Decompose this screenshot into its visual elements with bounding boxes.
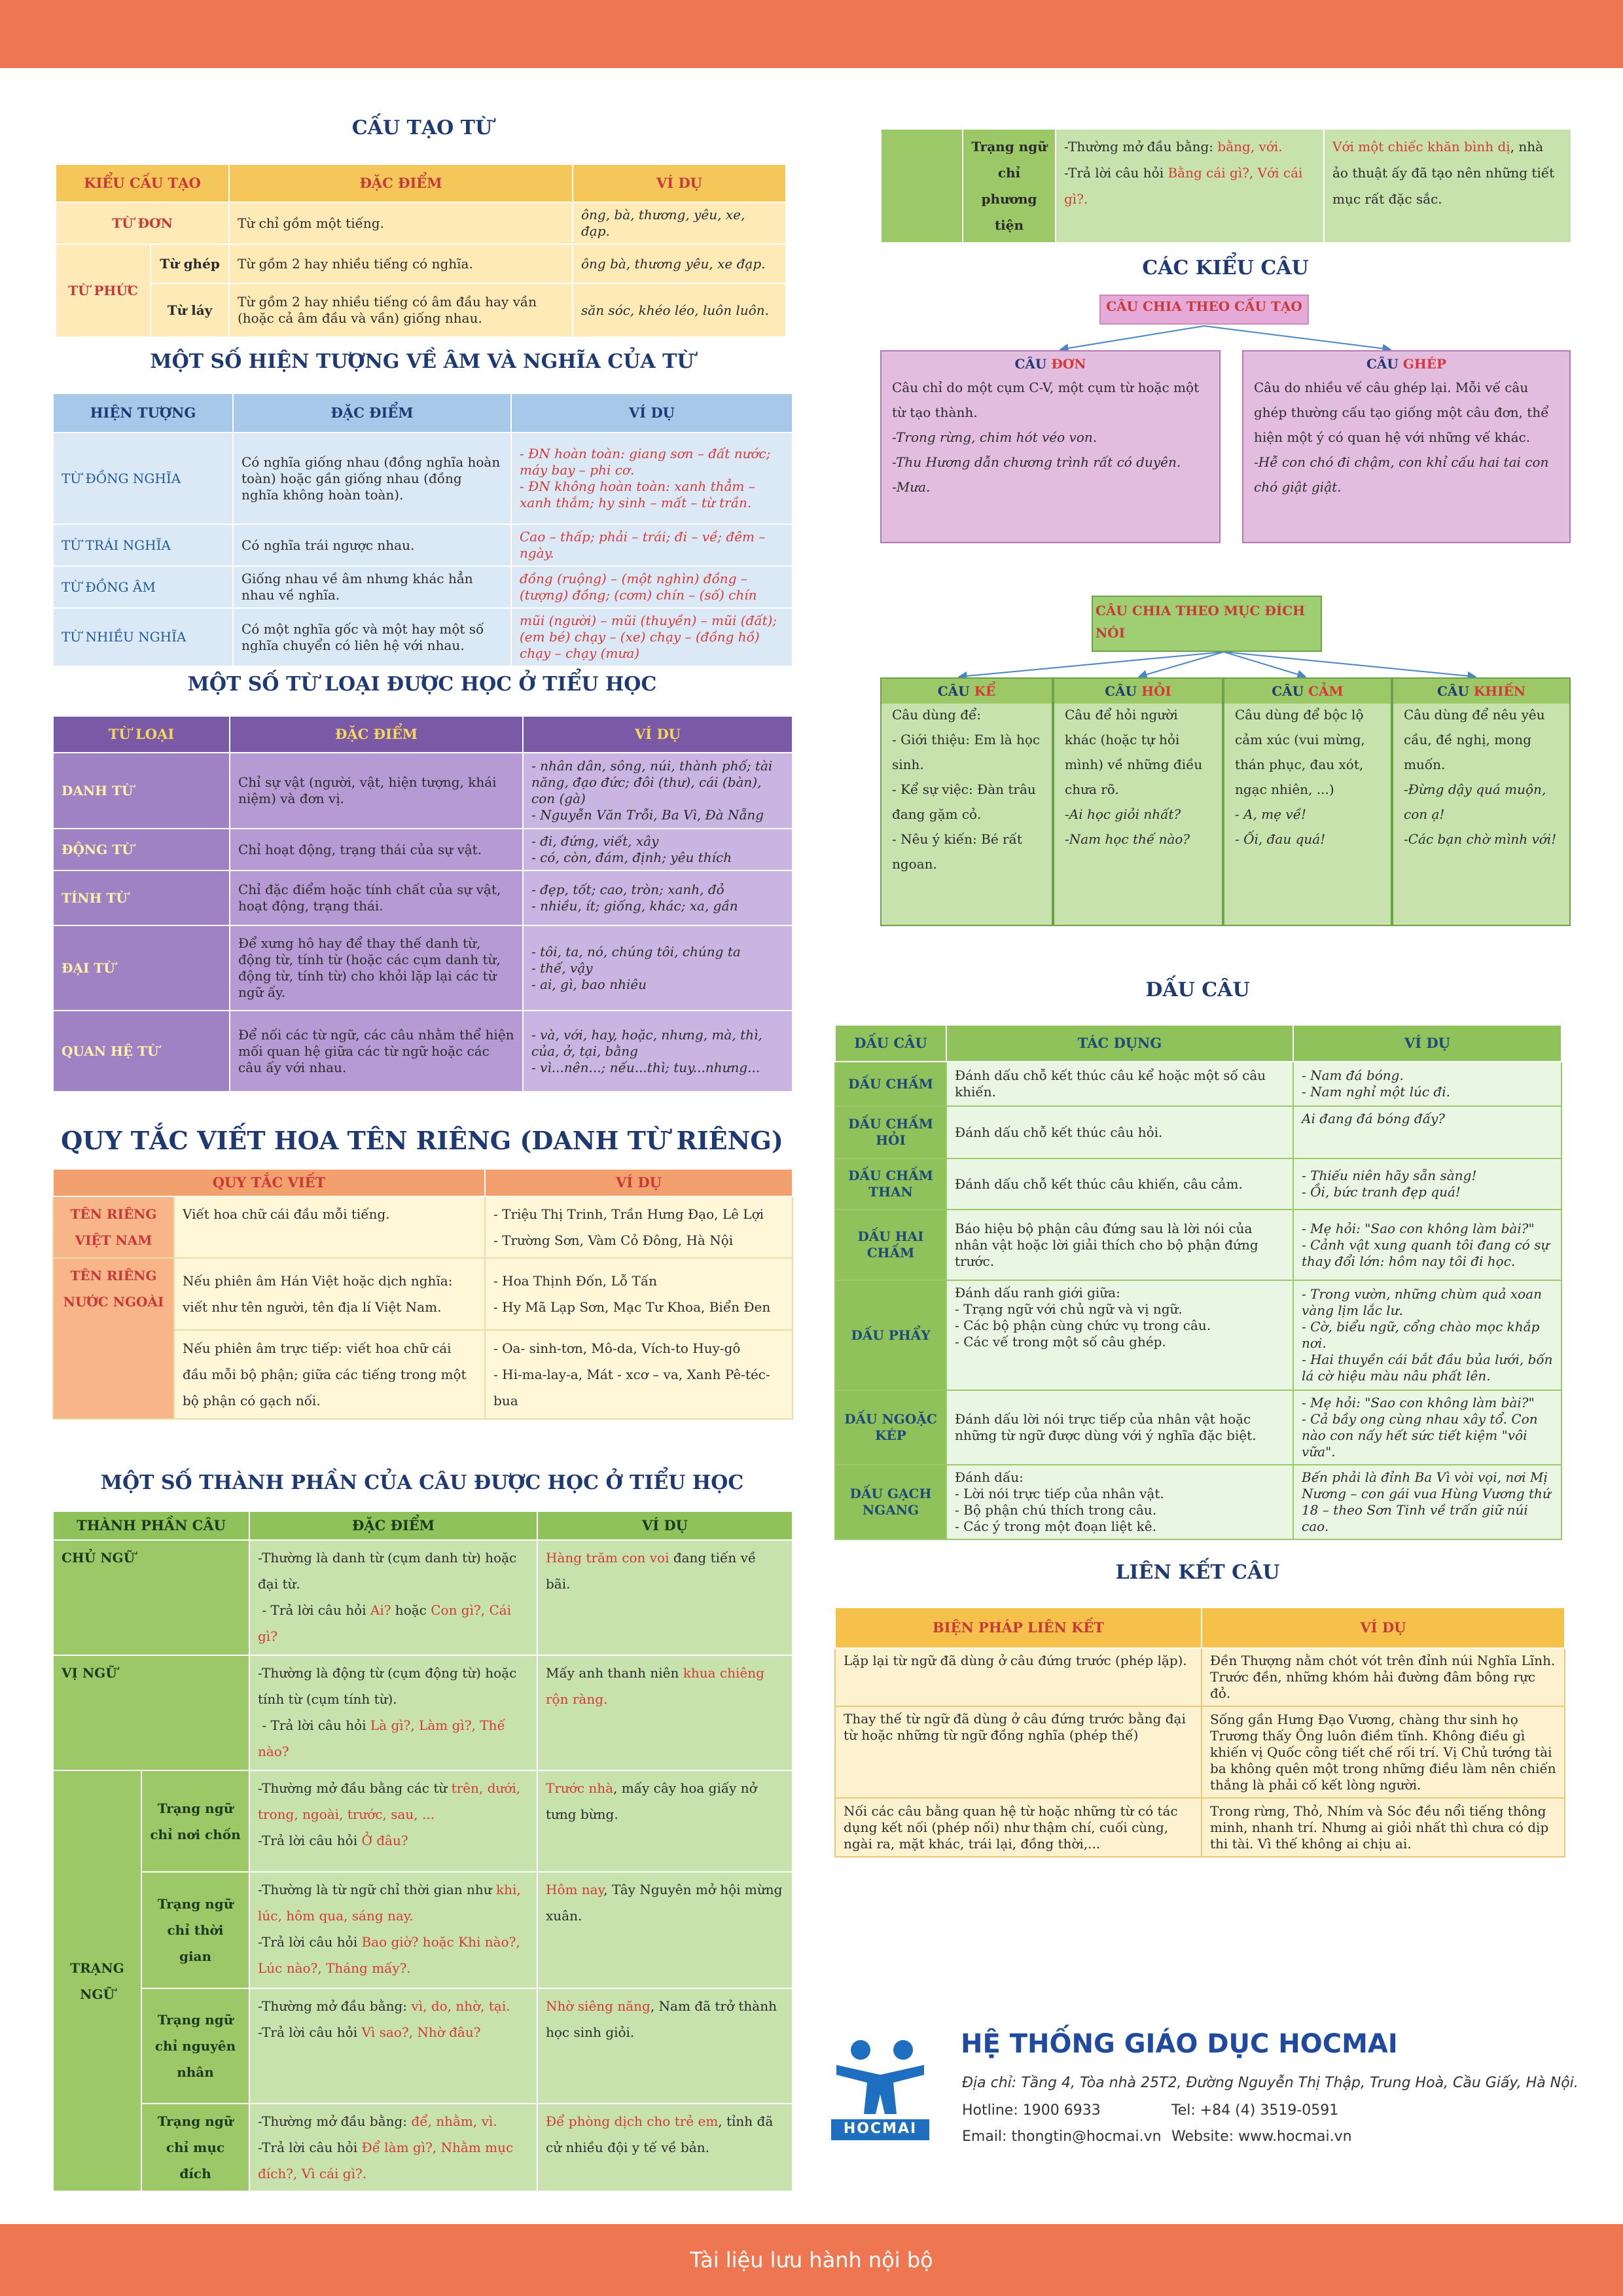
row-label: VỊ NGỮ	[53, 1655, 249, 1770]
heading-text: CÂU	[1366, 356, 1403, 372]
col-header: VÍ DỤ	[485, 1169, 793, 1196]
row-desc: Để xưng hô hay để thay thế danh từ, động từ, tính từ (hoặc các cụm danh từ, động từ, tính từ) cho khỏi lặp lại các từ ngữ ấy.	[230, 925, 523, 1011]
desc-line: -Thường là danh từ (cụm danh từ) hoặc đại từ.	[258, 1550, 517, 1592]
desc-text: hoặc	[391, 1602, 431, 1618]
row-label: TỪ PHỨC	[56, 244, 151, 337]
heading-accent: CẢM	[1308, 683, 1344, 699]
row-label: TỪ ĐƠN	[56, 202, 229, 244]
row-label: DẤU CHẤM	[835, 1062, 946, 1106]
highlight: khua chiêng rộn ràng.	[546, 1665, 764, 1707]
website-link[interactable]: Website: www.hocmai.vn	[1171, 2128, 1352, 2145]
row-label: ĐỘNG TỪ	[53, 829, 230, 870]
row-desc: Chỉ đặc điểm hoặc tính chất của sự vật, hoạt động, trạng thái.	[230, 870, 523, 925]
cau-ghep-box	[1242, 350, 1571, 543]
heading-text: CÂU	[1436, 683, 1474, 699]
row-label: TÍNH TỪ	[53, 870, 230, 925]
tu-loai-title: MỘT SỐ TỪ LOẠI ĐƯỢC HỌC Ở TIỂU HỌC	[187, 673, 657, 696]
col-header: VÍ DỤ	[523, 716, 793, 753]
row-sublabel: Trạng ngữ chỉ mục đích	[141, 2104, 249, 2191]
row-desc: Đánh dấu lời nói trực tiếp của nhân vật hoặc những từ ngữ được dùng với ý nghĩa đặc biệt.	[946, 1390, 1293, 1465]
logo-text: HOCMAI	[843, 2121, 918, 2137]
row-desc: Giống nhau về âm nhưng khác hẳn nhau về nghĩa.	[233, 566, 511, 608]
col-header: VÍ DỤ	[573, 164, 786, 202]
row-example: - Hoa Thịnh Đốn, Lỗ Tấn - Hy Mã Lạp Sơn, Mạc Tư Khoa, Biển Đen	[485, 1258, 793, 1330]
example-line: - ĐN hoàn toàn: giang sơn – đất nước; máy bay – phi cơ.	[520, 446, 771, 478]
col-header: ĐẶC ĐIỂM	[229, 164, 573, 202]
row-label: DẤU GẠCH NGANG	[835, 1465, 946, 1539]
row-label: DANH TỪ	[53, 753, 230, 829]
bottom-banner	[0, 2224, 1623, 2296]
desc-text: - Trả lời câu hỏi	[262, 1717, 370, 1733]
row-example: săn sóc, khéo léo, luôn luôn.	[573, 283, 786, 337]
example-text: , Tây Nguyên mở hội mừng xuân.	[546, 1882, 783, 1924]
box-line: -Các bạn chờ mình với!	[1404, 831, 1557, 847]
row-sublabel: Trạng ngữ chỉ phương tiện	[963, 129, 1056, 243]
heading-accent: ĐƠN	[1051, 356, 1086, 372]
col-header: ĐẶC ĐIỂM	[233, 393, 511, 433]
row-sublabel: Từ ghép	[151, 244, 229, 283]
row-label: QUAN HỆ TỪ	[53, 1011, 230, 1092]
question: Vì sao?, Nhờ đâu?	[361, 2024, 481, 2040]
box-heading	[1243, 351, 1569, 376]
row-desc: Lặp lại từ ngữ đã dùng ở câu đứng trước (phép lặp).	[835, 1648, 1202, 1706]
heading-accent: KHIẾN	[1473, 683, 1525, 699]
kieu-cau-title: CÁC KIỂU CÂU	[1142, 257, 1309, 279]
col-header: TÁC DỤNG	[946, 1025, 1293, 1062]
row-sublabel: Từ láy	[151, 283, 229, 337]
heading-text: CÂU	[1105, 683, 1142, 699]
cau-cam-box	[1223, 677, 1392, 926]
brand-name: HỆ THỐNG GIÁO DỤC HOCMAI	[961, 2029, 1398, 2059]
col-header: THÀNH PHẦN CÂU	[53, 1511, 249, 1540]
highlight: Hôm nay	[546, 1882, 604, 1897]
example-line: - ĐN không hoàn toàn: xanh thẳm – xanh thắm; hy sinh – mất – từ trần.	[520, 478, 755, 511]
cau-tao-tu-title: CẤU TẠO TỪ	[351, 117, 493, 139]
keywords: để, nhằm, vì.	[411, 2113, 497, 2129]
row-sublabel: Trạng ngữ chỉ thời gian	[141, 1872, 249, 1988]
lien-ket-table	[834, 1607, 1565, 1857]
box-line: Câu dùng để bộc lộ cảm xúc (vui mừng, thán phục, đau xót, ngạc nhiên, ...)	[1235, 707, 1365, 797]
row-example: - Thiếu niên hãy sẵn sàng! - Ồi, bức tranh đẹp quá!	[1293, 1158, 1561, 1210]
row-sublabel: Trạng ngữ chỉ nguyên nhân	[141, 1988, 249, 2104]
row-desc: Chỉ sự vật (người, vật, hiện tượng, khái niệm) và đơn vị.	[230, 753, 523, 829]
box-line: - Ối, đau quá!	[1235, 831, 1326, 847]
row-example: - Trong vườn, những chùm quả xoan vàng lịm lắc lư. - Cờ, biểu ngữ, cổng chào mọc khắp nơi. - Hai thuyền cái bắt đầu bủa lưới, bốn lá cờ hiệu màu nâu phất lên.	[1293, 1280, 1561, 1390]
row-example: - Mẹ hỏi: "Sao con không làm bài?" - Cảnh vật xung quanh tôi đang có sự thay đổi lớn: hôm nay tôi đi học.	[1293, 1210, 1561, 1280]
row-desc: Báo hiệu bộ phận câu đứng sau là lời nói của nhân vật hoặc lời giải thích cho bộ phận đứng trước.	[946, 1210, 1293, 1280]
desc-text: -Thường mở đầu bằng:	[258, 1998, 412, 2014]
row-desc: Có một nghĩa gốc và một hay một số nghĩa chuyển có liên hệ với nhau.	[233, 608, 511, 666]
row-example: ông, bà, thương, yêu, xe, đạp.	[573, 202, 786, 244]
box-line: -Đừng dậy quá muộn, con ạ!	[1404, 781, 1546, 822]
row-example: - nhân dân, sông, núi, thành phố; tài năng, đạo đức; đôi (thư), cái (bàn), con (gà) - Nguyễn Văn Trỗi, Ba Vì, Đà Nẵng	[523, 753, 793, 829]
row-label: DẤU HAI CHẤM	[835, 1210, 946, 1280]
cau-hoi-box	[1053, 677, 1223, 926]
box-line: -Thu Hương dẫn chương trình rất có duyên.	[892, 454, 1181, 470]
col-header: ĐẶC ĐIỂM	[230, 716, 523, 753]
cau-ke-box	[880, 677, 1053, 926]
desc-text: -Trả lời câu hỏi	[258, 1934, 362, 1950]
col-header: BIỆN PHÁP LIÊN KẾT	[835, 1607, 1202, 1648]
box-heading	[1393, 679, 1569, 704]
example-text: đang tiến về bãi.	[546, 1550, 757, 1592]
keywords: khi, lúc, hôm qua, sáng nay.	[258, 1882, 521, 1924]
row-example: mũi (người) – mũi (thuyền) – mũi (đất); (em bé) chạy – (xe) chạy – (đồng hồ) chạy – chạy (mưa)	[511, 608, 793, 666]
row-desc: Đánh dấu chỗ kết thúc câu khiến, câu cảm.	[946, 1158, 1293, 1210]
row-example: Trong rừng, Thỏ, Nhím và Sóc đều nổi tiếng thông minh, nhanh trí. Nhưng ai giỏi nhất thì chưa có dịp thi tài. Vì thế không ai chịu ai.	[1202, 1798, 1565, 1857]
hocmai-logo	[831, 2029, 929, 2140]
row-example: Bến phải là đỉnh Ba Vì vòi vọi, nơi Mị Nương – con gái vua Hùng Vương thứ 18 – theo Sơn Tinh về trấn giữ núi cao.	[1293, 1465, 1561, 1539]
question: Bằng cái gì?, Với cái gì?.	[1064, 165, 1303, 207]
row-label: CHỦ NGỮ	[53, 1540, 249, 1655]
cau-khien-box	[1392, 677, 1571, 926]
col-header: TỪ LOẠI	[53, 716, 230, 753]
row-example: Cao – thấp; phải – trái; đi – về; đêm – ngày.	[511, 524, 793, 566]
row-label: TỪ NHIỀU NGHĨA	[53, 608, 233, 666]
heading-accent: HỎI	[1141, 683, 1171, 699]
internal-doc-note: Tài liệu lưu hành nội bộ	[690, 2248, 933, 2272]
row-example: Đền Thượng nằm chót vót trên đỉnh núi Nghĩa Lĩnh. Trước đền, những khóm hải đường đâm bông rực đỏ.	[1202, 1648, 1565, 1706]
cau-muc-dich-row	[880, 677, 1571, 926]
row-example: Ai đang đá bóng đấy?	[1293, 1106, 1561, 1158]
box-line: -Hễ con chó đi chậm, con khỉ cấu hai tai con chó giật giật.	[1254, 454, 1549, 495]
highlight: Trước nhà	[546, 1780, 614, 1796]
box-heading	[882, 351, 1219, 376]
row-example: Sống gần Hưng Đạo Vương, chàng thư sinh họ Trương thấy Ông luôn điềm tĩnh. Không điều gì khiến vị Quốc công tiết chế rối trí. Vị Chủ tướng tài ba không quên một trong những điều làm nên chiến thắng là phải cố kết lòng người.	[1202, 1706, 1565, 1798]
row-desc: Từ chỉ gồm một tiếng.	[229, 202, 573, 244]
example-text: , Nam đã trở thành học sinh giỏi.	[546, 1998, 777, 2040]
row-desc: Chỉ hoạt động, trạng thái của sự vật.	[230, 829, 523, 870]
row-desc: Đánh dấu ranh giới giữa: - Trạng ngữ với chủ ngữ và vị ngữ. - Các bộ phận cùng chức vụ trong câu. - Các vế trong một số câu ghép.	[946, 1280, 1293, 1390]
box-line: - A, mẹ về!	[1235, 806, 1307, 822]
row-desc: Đánh dấu chỗ kết thúc câu hỏi.	[946, 1106, 1293, 1158]
desc-text: -Trả lời câu hỏi	[258, 1833, 362, 1848]
example-text: , mấy cây hoa giấy nở tưng bừng.	[546, 1780, 757, 1822]
row-label: TÊN RIÊNG VIỆT NAM	[53, 1196, 174, 1258]
row-desc: Từ gồm 2 hay nhiều tiếng có nghĩa.	[229, 244, 573, 283]
row-desc: Thay thế từ ngữ đã dùng ở câu đứng trước bằng đại từ hoặc những từ ngữ đồng nghĩa (phép thế)	[835, 1706, 1202, 1798]
box-line: Câu dùng để nêu yêu cầu, đề nghị, mong muốn.	[1404, 707, 1545, 772]
row-example: - Mẹ hỏi: "Sao con không làm bài?" - Cả bầy ong cùng nhau xây tổ. Con nào con nấy hết sức tiết kiệm "vôi vữa".	[1293, 1390, 1561, 1465]
row-rule: Nếu phiên âm trực tiếp: viết hoa chữ cái đầu mỗi bộ phận; giữa các tiếng trong một bộ phận có gạch nối.	[174, 1330, 485, 1419]
row-desc: Nối các câu bằng quan hệ từ hoặc những từ có tác dụng kết nối (phép nối) như thậm chí, cuối cùng, ngài ra, mặt khác, trái lại, đồng thời,...	[835, 1798, 1202, 1857]
desc-text: -Thường mở đầu bằng:	[1064, 139, 1218, 154]
row-label: TỪ ĐỒNG ÂM	[53, 566, 233, 608]
footer-brand	[831, 2022, 1584, 2193]
box-line: -Nam học thế nào?	[1065, 831, 1190, 847]
desc-text: -Trả lời câu hỏi	[258, 2140, 362, 2155]
cau-don-box	[880, 350, 1221, 543]
row-rule: Nếu phiên âm Hán Việt hoặc dịch nghĩa: viết như tên người, tên địa lí Việt Nam.	[174, 1258, 485, 1330]
highlight: Hàng trăm con voi	[546, 1550, 669, 1566]
row-example: - Triệu Thị Trinh, Trần Hưng Đạo, Lê Lợi - Trường Sơn, Vàm Cỏ Đông, Hà Nội	[485, 1196, 793, 1258]
desc-text: - Trả lời câu hỏi	[262, 1602, 370, 1618]
heading-accent: KỂ	[974, 683, 996, 699]
question: Ở đâu?	[361, 1833, 408, 1848]
keywords: vì, do, nhờ, tại.	[411, 1998, 510, 2014]
row-desc: Có nghĩa trái ngược nhau.	[233, 524, 511, 566]
hotline: Hotline: 1900 6933	[962, 2102, 1101, 2119]
desc-text: -Thường là từ ngữ chỉ thời gian như	[258, 1882, 497, 1897]
row-label: ĐẠI TỪ	[53, 925, 230, 1011]
box-line: -Mưa.	[892, 479, 931, 495]
row-label: TRẠNG NGỮ	[53, 1770, 141, 2191]
row-example: - đi, đứng, viết, xây - có, còn, đám, định; yêu thích	[523, 829, 793, 870]
lien-ket-title: LIÊN KẾT CÂU	[1115, 1561, 1280, 1584]
box-line: - Giới thiệu: Em là học sinh.	[892, 732, 1041, 772]
row-desc: Đánh dấu: - Lời nói trực tiếp của nhân vật. - Bộ phận chú thích trong câu. - Các ý trong một đoạn liệt kê.	[946, 1465, 1293, 1539]
highlight: Với một chiếc khăn bình dị	[1332, 139, 1510, 154]
row-label: DẤU NGOẶC KÉP	[835, 1390, 946, 1465]
email-link[interactable]: Email: thongtin@hocmai.vn	[962, 2128, 1162, 2145]
row-example: - đẹp, tốt; cao, tròn; xanh, đỏ - nhiều, ít; giống, khác; xa, gần	[523, 870, 793, 925]
box-line: Câu do nhiều vế câu ghép lại. Mỗi vế câu ghép thường cấu tạo giống một câu đơn, thể hiện một ý có quan hệ với những vế khác.	[1254, 380, 1549, 445]
desc-line: -Thường là động từ (cụm động từ) hoặc tính từ (cụm tính từ).	[258, 1665, 517, 1707]
example-text: Mấy anh thanh niên	[546, 1665, 683, 1681]
col-header: KIỂU CẤU TẠO	[56, 164, 229, 202]
dau-cau-table	[834, 1024, 1562, 1540]
desc-text: -Trả lời câu hỏi	[258, 2024, 362, 2040]
box-line: - Nêu ý kiến: Bé rất ngoan.	[892, 831, 1022, 872]
box-line: Câu để hỏi người khác (hoặc tự hỏi mình) về những điều chưa rõ.	[1065, 707, 1203, 797]
hien-tuong-title: MỘT SỐ HIỆN TƯỢNG VỀ ÂM VÀ NGHĨA CỦA TỪ	[150, 350, 694, 373]
col-header: HIỆN TƯỢNG	[53, 393, 233, 433]
row-label: TÊN RIÊNG NƯỚC NGOÀI	[53, 1258, 174, 1419]
row-desc: Có nghĩa giống nhau (đồng nghĩa hoàn toàn) hoặc gần giống nhau (đồng nghĩa không hoàn toàn).	[233, 433, 511, 524]
col-header: VÍ DỤ	[1202, 1607, 1565, 1648]
col-header: DẤU CÂU	[835, 1025, 946, 1062]
viet-hoa-title: QUY TẮC VIẾT HOA TÊN RIÊNG (DANH TỪ RIÊNG)	[61, 1126, 783, 1155]
keywords: trên, dưới, trong, ngoài, trước, sau, ...	[258, 1780, 521, 1822]
desc-text: -Thường mở đầu bằng các từ	[258, 1780, 452, 1796]
row-sublabel: Trạng ngữ chỉ nơi chốn	[141, 1770, 249, 1872]
desc-text: -Trả lời câu hỏi	[1064, 165, 1168, 181]
box-heading	[882, 679, 1052, 704]
row-example: - và, với, hay, hoặc, nhưng, mà, thì, của, ở, tại, bằng - vì...nên...; nếu...thì; tuy...nhưng...	[523, 1011, 793, 1092]
address: Địa chỉ: Tầng 4, Tòa nhà 25T2, Đường Nguyễn Thị Thập, Trung Hoà, Cầu Giấy, Hà Nội.	[962, 2075, 1578, 2091]
question: Để làm gì?, Nhằm mục đích?, Vì cái gì?.	[258, 2140, 514, 2181]
box-line: -Ai học giỏi nhất?	[1065, 806, 1181, 822]
col-header: ĐẶC ĐIỂM	[249, 1511, 537, 1540]
box-heading	[1054, 679, 1222, 704]
question: Là gì?, Làm gì?, Thế nào?	[258, 1717, 505, 1759]
row-example: - tôi, ta, nó, chúng tôi, chúng ta - thế, vậy - ai, gì, bao nhiêu	[523, 925, 793, 1011]
row-label: TỪ TRÁI NGHĨA	[53, 524, 233, 566]
keywords: bằng, với.	[1217, 139, 1283, 154]
example-text: , tỉnh đã cử nhiều đội y tế về bản.	[546, 2113, 774, 2155]
cau-tao-label: CÂU CHIA THEO CẤU TẠO	[1099, 295, 1309, 325]
desc-text: -Thường mở đầu bằng:	[258, 2113, 412, 2129]
question: Bao giờ? hoặc Khi nào?, Lúc nào?, Tháng mấy?.	[258, 1934, 520, 1976]
dau-cau-title: DẤU CÂU	[1145, 978, 1250, 1001]
question: Con gì?, Cái gì?	[258, 1602, 512, 1644]
row-label: DẤU CHẤM HỎI	[835, 1106, 946, 1158]
muc-dich-label: CÂU CHIA THEO MỤC ĐÍCH NÓI	[1092, 596, 1322, 652]
row-example: - Nam đá bóng. - Nam nghỉ một lúc đi.	[1293, 1062, 1561, 1106]
row-label: DẤU PHẨY	[835, 1280, 946, 1390]
col-header: VÍ DỤ	[537, 1511, 793, 1540]
col-header: VÍ DỤ	[511, 393, 793, 433]
box-line: Câu chỉ do một cụm C-V, một cụm từ hoặc một từ tạo thành.	[892, 380, 1200, 420]
box-line: -Trong rừng, chim hót véo von.	[892, 429, 1097, 445]
heading-text: CÂU	[1014, 356, 1052, 372]
row-example: - Oa- sinh-tơn, Mô-da, Vích-to Huy-gô - Hi-ma-lay-a, Mát - xcơ – va, Xanh Pê-téc-bua	[485, 1330, 793, 1419]
box-line: Câu dùng để:	[892, 707, 982, 723]
highlight: Nhờ siêng năng	[546, 1998, 651, 2014]
heading-text: CÂU	[1272, 683, 1309, 699]
row-desc: Để nối các từ ngữ, các câu nhằm thể hiện mối quan hệ giữa các từ ngữ hoặc các câu ấy với nhau.	[230, 1011, 523, 1092]
row-label: DẤU CHẤM THAN	[835, 1158, 946, 1210]
row-label: TỪ ĐỒNG NGHĨA	[53, 433, 233, 524]
heading-accent: GHÉP	[1402, 356, 1447, 372]
row-desc: Từ gồm 2 hay nhiều tiếng có âm đầu hay vần (hoặc cả âm đầu và vần) giống nhau.	[229, 283, 573, 337]
highlight: Để phòng dịch cho trẻ em	[546, 2113, 719, 2129]
row-desc: Đánh dấu chỗ kết thúc câu kể hoặc một số câu khiến.	[946, 1062, 1293, 1106]
row-example: đồng (ruộng) – (một nghìn) đồng – (tượng) đồng; (cơm) chín – (số) chín	[511, 566, 793, 608]
thanh-phan-title: MỘT SỐ THÀNH PHẦN CỦA CÂU ĐƯỢC HỌC Ở TIỂU HỌC	[100, 1471, 744, 1494]
example-text: , nhà ảo thuật ấy đã tạo nên những tiết mục rất đặc sắc.	[1332, 139, 1555, 207]
question: Ai?	[370, 1602, 391, 1618]
row-example: ông bà, thương yêu, xe đạp.	[573, 244, 786, 283]
heading-text: CÂU	[937, 683, 974, 699]
box-heading	[1224, 679, 1391, 704]
box-line: - Kể sự việc: Đàn trâu đang gặm cỏ.	[892, 781, 1036, 822]
col-header: VÍ DỤ	[1293, 1025, 1561, 1062]
tel: Tel: +84 (4) 3519-0591	[1171, 2102, 1339, 2119]
col-header: QUY TẮC VIẾT	[53, 1169, 485, 1196]
row-rule: Viết hoa chữ cái đầu mỗi tiếng.	[174, 1196, 485, 1258]
